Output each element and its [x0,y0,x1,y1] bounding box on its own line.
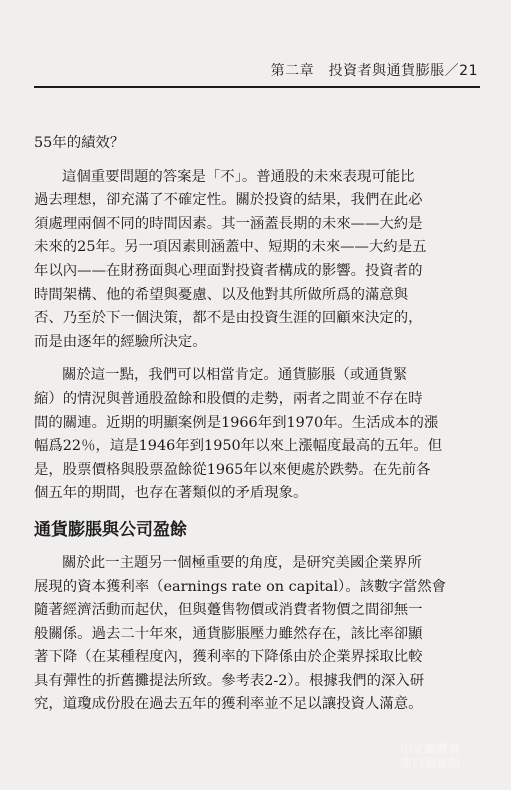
watermark-line: 進口圖書館 [399,756,460,770]
text-line: 否、乃至於下一個決策，都不是由投資生涯的回顧來決定的， [34,310,423,327]
text-line: 關於這一點，我們可以相當肯定。通貨膨脹（或通貨緊 [62,367,408,384]
watermark-logo [384,742,476,776]
text-line: 具有彈性的折舊攤提法所致。參考表2-2）。根據我們的深入研 [34,672,425,689]
text-line: 縮）的情況與普通股盈餘和股價的走勢，兩者之間並不存在時 [34,390,423,407]
running-head: 第二章 投資者與通貨膨脹／21 [270,63,478,79]
body-text [34,132,480,717]
text-line: 般關係。過去二十年來，通貨膨脹壓力雖然存在，該比率卻顯 [34,625,423,642]
text-line: 究，道瓊成份股在過去五年的獲利率並不足以讓投資人滿意。 [34,696,423,713]
section-heading: 通貨膨脹與公司盈餘 [34,519,187,540]
text-line: 須處理兩個不同的時間因素。其一涵蓋長期的未來——大約是 [34,215,423,232]
text-line: 間的關連。近期的明顯案例是1966年到1970年。生活成本的漲 [34,414,439,431]
text-line: 年以內——在財務面與心理面對投資者構成的影響。投資者的 [34,262,423,279]
text-line: 而是由逐年的經驗所決定。 [34,333,207,350]
watermark-line: 中文繁體書 [399,742,460,756]
header-rule [34,86,480,88]
paragraph-intro [34,132,480,156]
text-line: 過去理想，卻充滿了不確定性。關於投資的結果，我們在此必 [34,192,423,209]
text-line: 關於此一主題另一個極重要的角度，是研究美國企業界所 [62,554,422,571]
text-line: 展現的資本獲利率（earnings rate on capital）。該數字當然會 [34,578,446,595]
text-line: 個五年的期間，也存在著類似的矛盾現象。 [34,485,308,502]
text-line: 著下降（在某種程度內，獲利率的下降係由於企業界採取比較 [34,649,423,666]
paragraph-2 [34,364,480,506]
text-line: 時間架構、他的希望與憂慮、以及他對其所做所爲的滿意與 [34,286,409,303]
text-line: 是，股票價格與股票盈餘從1965年以來便處於跌勢。在先前各 [34,461,431,478]
text-line: 55年的績效？ [34,135,125,151]
paragraph-3 [34,552,480,717]
text-line: 這個重要問題的答案是「不」。普通股的未來表現可能比 [62,168,415,185]
text-line: 隨著經濟活動而起伏，但與躉售物價或消費者物價之間卻無一 [34,602,423,619]
text-line: 未來的25年。另一項因素則涵蓋中、短期的未來——大約是五 [34,239,427,256]
text-line: 幅爲22％，這是1946年到1950年以來上漲幅度最高的五年。但 [34,438,443,455]
paragraph-1 [34,166,480,355]
